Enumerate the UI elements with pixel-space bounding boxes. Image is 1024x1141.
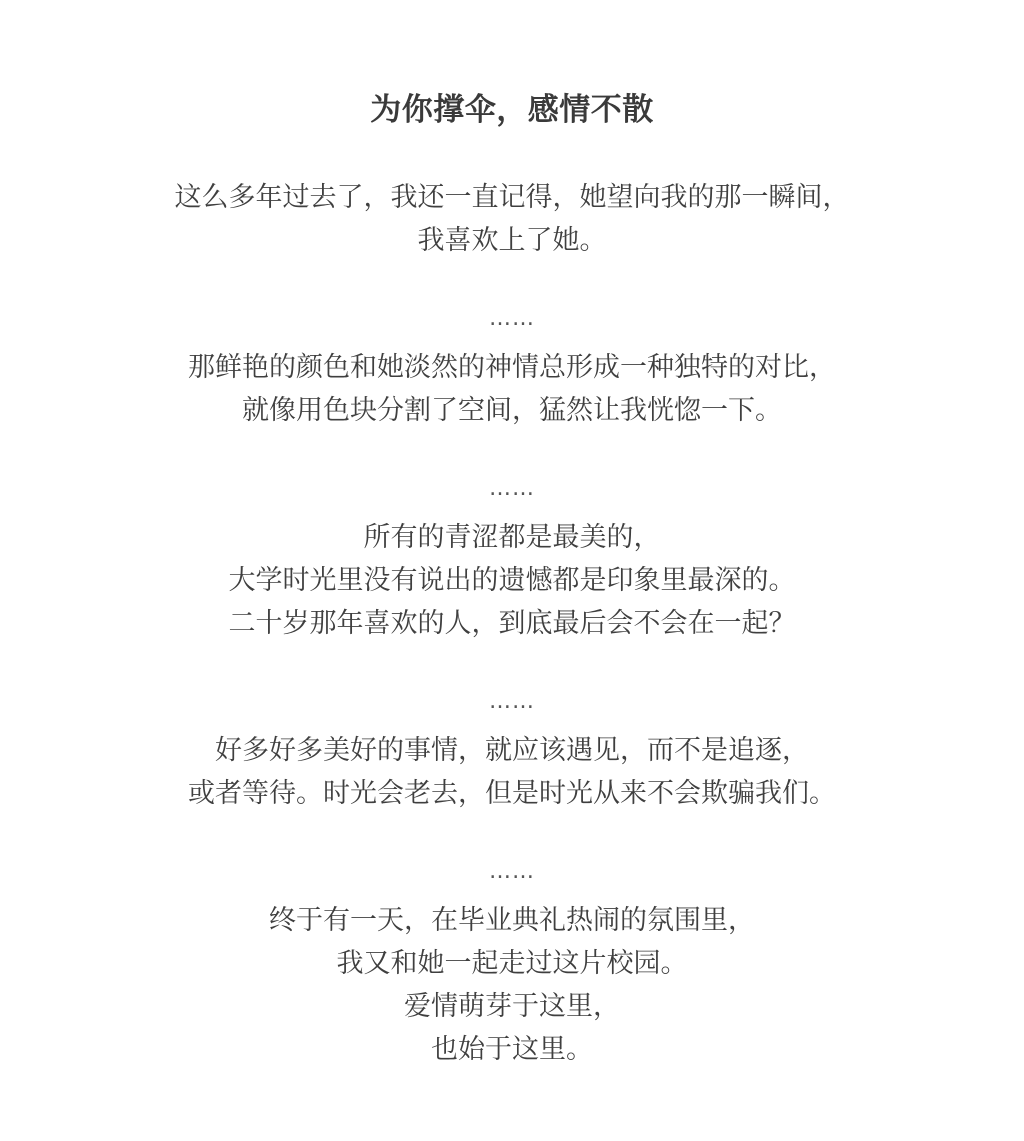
stanza-line: 或者等待。时光会老去，但是时光从来不会欺骗我们。 (188, 778, 836, 809)
stanza-line: 所有的青涩都是最美的， (363, 522, 661, 553)
stanza-line: 我又和她一起走过这片校园。 (336, 948, 688, 979)
stanza-line: 我喜欢上了她。 (417, 225, 607, 256)
stanza-line: 那鲜艳的颜色和她淡然的神情总形成一种独特的对比， (188, 352, 836, 383)
stanza-line: 这么多年过去了，我还一直记得，她望向我的那一瞬间， (174, 182, 850, 213)
stanza-5 (0, 899, 1024, 1071)
stanza-4 (0, 729, 1024, 815)
ellipsis-separator: …… (489, 306, 535, 331)
stanza-line: 终于有一天，在毕业典礼热闹的氛围里， (269, 905, 755, 936)
ellipsis-separator: …… (489, 689, 535, 714)
stanza-line: 爱情萌芽于这里， (404, 991, 620, 1022)
stanza-1 (0, 176, 1024, 262)
stanza-line: 就像用色块分割了空间，猛然让我恍惚一下。 (242, 395, 782, 426)
stanza-line: 二十岁那年喜欢的人，到底最后会不会在一起？ (228, 608, 796, 639)
stanza-line: 好多好多美好的事情，就应该遇见，而不是追逐， (215, 735, 809, 766)
stanza-3 (0, 516, 1024, 645)
ellipsis-separator: …… (489, 476, 535, 501)
stanza-line: 大学时光里没有说出的遗憾都是印象里最深的。 (228, 565, 796, 596)
article-title: 为你撑伞，感情不散 (370, 92, 654, 128)
ellipsis-separator: …… (489, 859, 535, 884)
stanza-2 (0, 346, 1024, 432)
stanza-line: 也始于这里。 (431, 1034, 593, 1065)
